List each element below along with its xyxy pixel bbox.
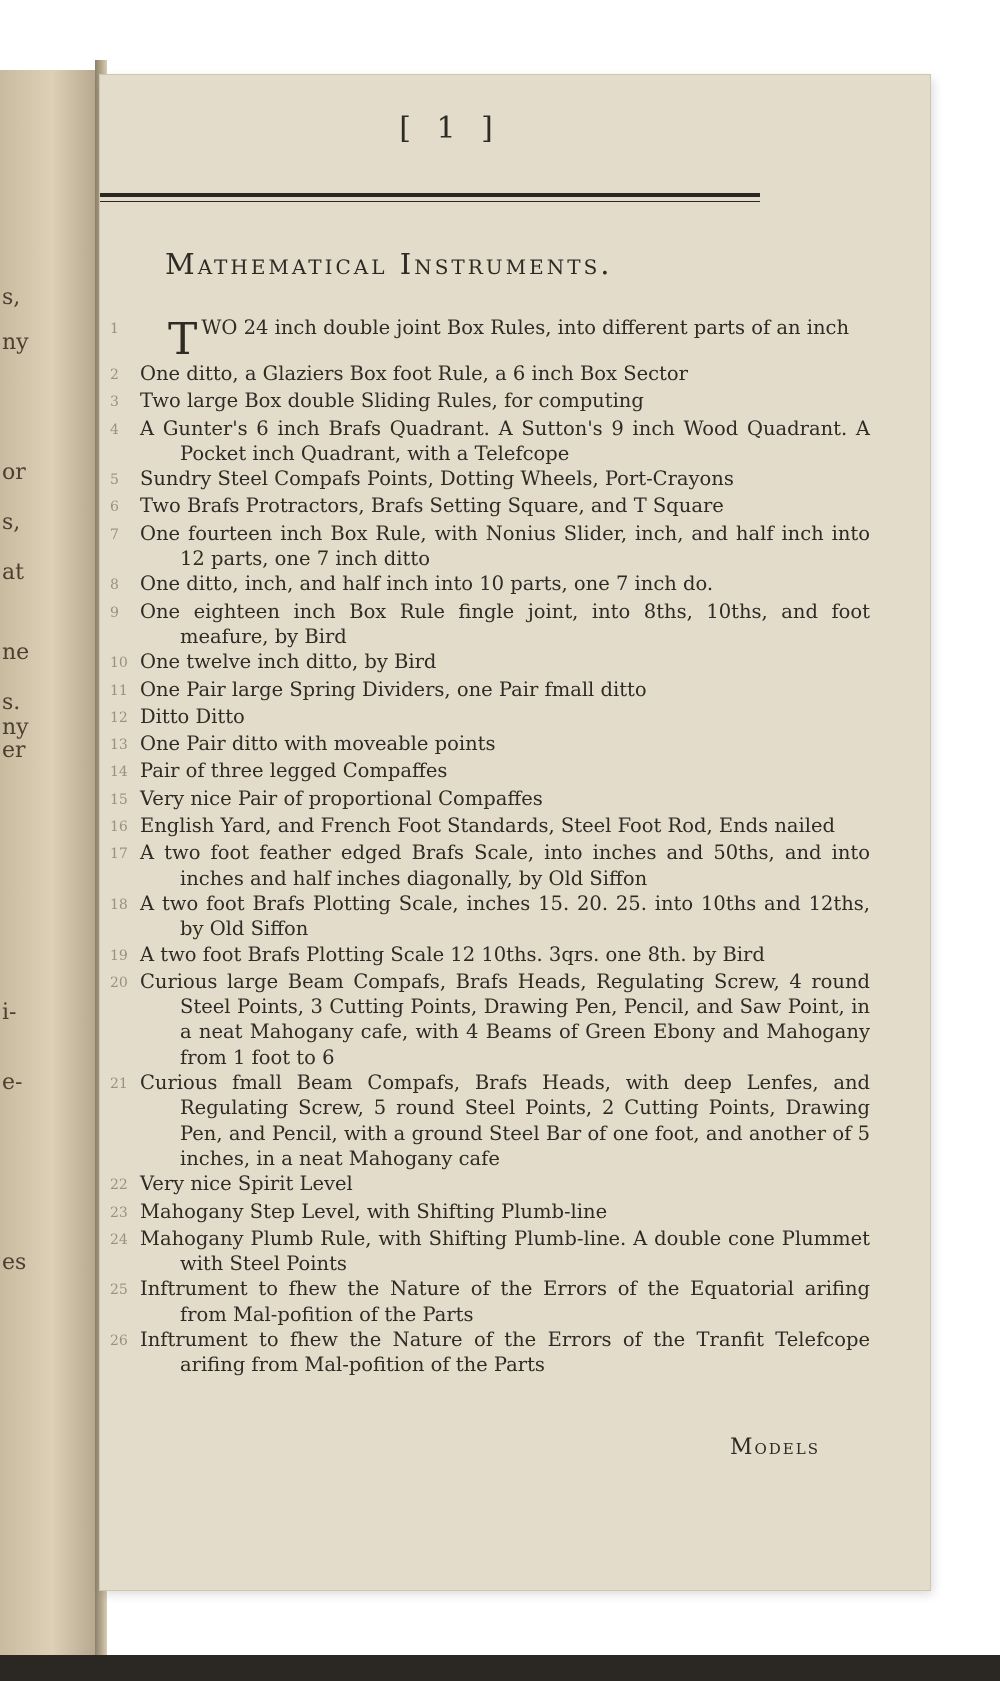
list-item xyxy=(110,493,870,520)
scan-bottom-edge xyxy=(0,1655,1000,1681)
entry-text: One Pair ditto with moveable points xyxy=(140,732,496,756)
entry-text xyxy=(140,314,870,365)
list-item xyxy=(110,969,870,1070)
list-item xyxy=(110,416,870,467)
list-item xyxy=(110,1199,870,1226)
entry-text: A two foot Brafs Plotting Scale 12 10ths. 3qrs. one 8th. by Bird xyxy=(140,942,765,966)
entry-text: Ditto Ditto xyxy=(140,704,245,728)
adjoining-page-strip xyxy=(0,70,95,1681)
list-item xyxy=(110,599,870,650)
list-item xyxy=(110,731,870,758)
left-page-fragment: es xyxy=(2,1250,27,1275)
list-item xyxy=(110,942,870,969)
entry-text: Very nice Pair of proportional Compaffes xyxy=(140,786,543,810)
list-item xyxy=(110,649,870,676)
list-item xyxy=(110,314,870,365)
list-item xyxy=(110,813,870,840)
entry-number: 15 xyxy=(110,791,128,808)
entry-text: Sundry Steel Compafs Points, Dotting Wheels, Port-Crayons xyxy=(140,467,734,491)
entry-number: 7 xyxy=(110,526,119,543)
list-item xyxy=(110,466,870,493)
entry-text: Very nice Spirit Level xyxy=(140,1172,353,1196)
left-page-fragment: er xyxy=(2,738,26,763)
list-item xyxy=(110,704,870,731)
entry-text: Pair of three legged Compaffes xyxy=(140,759,448,783)
entry-number: 19 xyxy=(110,947,128,964)
entry-number: 25 xyxy=(110,1282,128,1299)
entry-number: 6 xyxy=(110,499,119,516)
entry-text: A two foot Brafs Plotting Scale, inches 15. 20. 25. into 10ths and 12ths, by Old Siffon xyxy=(140,891,870,941)
list-item xyxy=(110,361,870,388)
entry-number: 22 xyxy=(110,1177,128,1194)
left-page-fragment: at xyxy=(2,560,24,585)
entry-text: Two Brafs Protractors, Brafs Setting Square, and T Square xyxy=(140,494,724,518)
entry-number: 23 xyxy=(110,1204,128,1221)
entry-number: 16 xyxy=(110,819,128,836)
entry-number: 24 xyxy=(110,1231,128,1248)
list-item xyxy=(110,677,870,704)
catchword: Models xyxy=(729,1435,820,1460)
page-title: Mathematical Instruments. xyxy=(165,247,613,281)
entry-text: One Pair large Spring Dividers, one Pair fmall ditto xyxy=(140,677,647,701)
entry-text: Inftrument to fhew the Nature of the Errors of the Tranfit Telefcope arifing from Mal-pofition of the Parts xyxy=(140,1327,870,1377)
entry-number: 21 xyxy=(110,1076,128,1093)
list-item xyxy=(110,521,870,572)
catalogue-page xyxy=(100,75,930,1590)
page-number: [ 1 ] xyxy=(399,111,501,146)
entry-text: Inftrument to fhew the Nature of the Errors of the Equatorial arifing from Mal-pofition of the Parts xyxy=(140,1277,870,1326)
left-page-fragment: s. xyxy=(2,690,21,715)
entry-text: One fourteen inch Box Rule, with Nonius Slider, inch, and half inch into 12 parts, one 7 inch ditto xyxy=(140,521,870,571)
entry-text: A Gunter's 6 inch Brafs Quadrant. A Sutton's 9 inch Wood Quadrant. A Pocket inch Quadrant, with a Telefcope xyxy=(140,416,870,465)
entry-number: 1 xyxy=(110,321,119,337)
left-page-fragment: s, xyxy=(2,510,21,535)
entry-number: 5 xyxy=(110,472,119,489)
entry-text: Mahogany Plumb Rule, with Shifting Plumb-line. A double cone Plummet with Steel Points xyxy=(140,1226,870,1276)
entry-number: 20 xyxy=(110,974,128,991)
entry-number: 13 xyxy=(110,737,128,754)
list-item xyxy=(110,786,870,813)
entry-number: 14 xyxy=(110,764,128,781)
list-item xyxy=(110,891,870,942)
entry-number: 2 xyxy=(110,367,119,383)
entry-number: 17 xyxy=(110,846,128,863)
list-item xyxy=(110,840,870,891)
entry-number: 12 xyxy=(110,709,128,726)
entry-number: 18 xyxy=(110,896,128,913)
list-item xyxy=(110,388,870,415)
left-page-fragment: ny xyxy=(2,715,29,740)
list-item xyxy=(110,1226,870,1277)
left-page-fragment: e- xyxy=(2,1070,23,1095)
entry-number: 4 xyxy=(110,421,119,438)
entry-text: One eighteen inch Box Rule fingle joint, into 8ths, 10ths, and foot meafure, by Bird xyxy=(140,599,870,648)
entry-number: 11 xyxy=(110,682,128,699)
entry-text: Curious fmall Beam Compafs, Brafs Heads, with deep Lenfes, and Regulating Screw, 5 round Steel Points, 2 Cutting Points, Drawing Pen, and Pencil, with a ground Steel Bar of one foot, and another of 5 inches, in a neat Mahogany cafe xyxy=(140,1071,870,1170)
entry-number: 10 xyxy=(110,655,128,672)
entry-text: English Yard, and French Foot Standards, Steel Foot Rod, Ends nailed xyxy=(140,814,836,838)
left-page-fragment: s, xyxy=(2,285,21,310)
left-page-fragment: ny xyxy=(2,330,29,355)
entry-number: 8 xyxy=(110,577,119,594)
list-item xyxy=(110,1171,870,1198)
header-rule xyxy=(100,193,760,197)
entry-text-content: WO 24 inch double joint Box Rules, into different parts of an inch xyxy=(201,316,850,339)
entry-text: Two large Box double Sliding Rules, for computing xyxy=(140,389,644,413)
entry-number: 26 xyxy=(110,1332,128,1349)
list-item xyxy=(110,571,870,598)
list-item xyxy=(110,1070,870,1171)
list-item xyxy=(110,758,870,785)
entry-text: One ditto, inch, and half inch into 10 parts, one 7 inch do. xyxy=(140,572,714,596)
entry-text: Mahogany Step Level, with Shifting Plumb-line xyxy=(140,1199,608,1223)
left-page-fragment: or xyxy=(2,460,26,485)
entry-text: One ditto, a Glaziers Box foot Rule, a 6 inch Box Sector xyxy=(140,362,688,385)
instrument-list xyxy=(110,315,870,1378)
left-page-fragment: ne xyxy=(2,640,30,665)
drop-cap: T xyxy=(168,314,198,365)
left-page-fragment: i- xyxy=(2,1000,17,1025)
entry-text: One twelve inch ditto, by Bird xyxy=(140,650,437,674)
entry-number: 9 xyxy=(110,604,119,621)
entry-number: 3 xyxy=(110,394,119,411)
header-rule-thin xyxy=(100,201,760,202)
list-item xyxy=(110,1276,870,1327)
entry-text: Curious large Beam Compafs, Brafs Heads, Regulating Screw, 4 round Steel Points, 3 Cutting Points, Drawing Pen, Pencil, and Saw Point, in a neat Mahogany cafe, with 4 Beams of Green Ebony and Mahogany from 1 foot to 6 xyxy=(140,969,870,1069)
list-item xyxy=(110,1327,870,1378)
entry-text: A two foot feather edged Brafs Scale, into inches and 50ths, and into inches and half inches diagonally, by Old Siffon xyxy=(140,841,870,890)
